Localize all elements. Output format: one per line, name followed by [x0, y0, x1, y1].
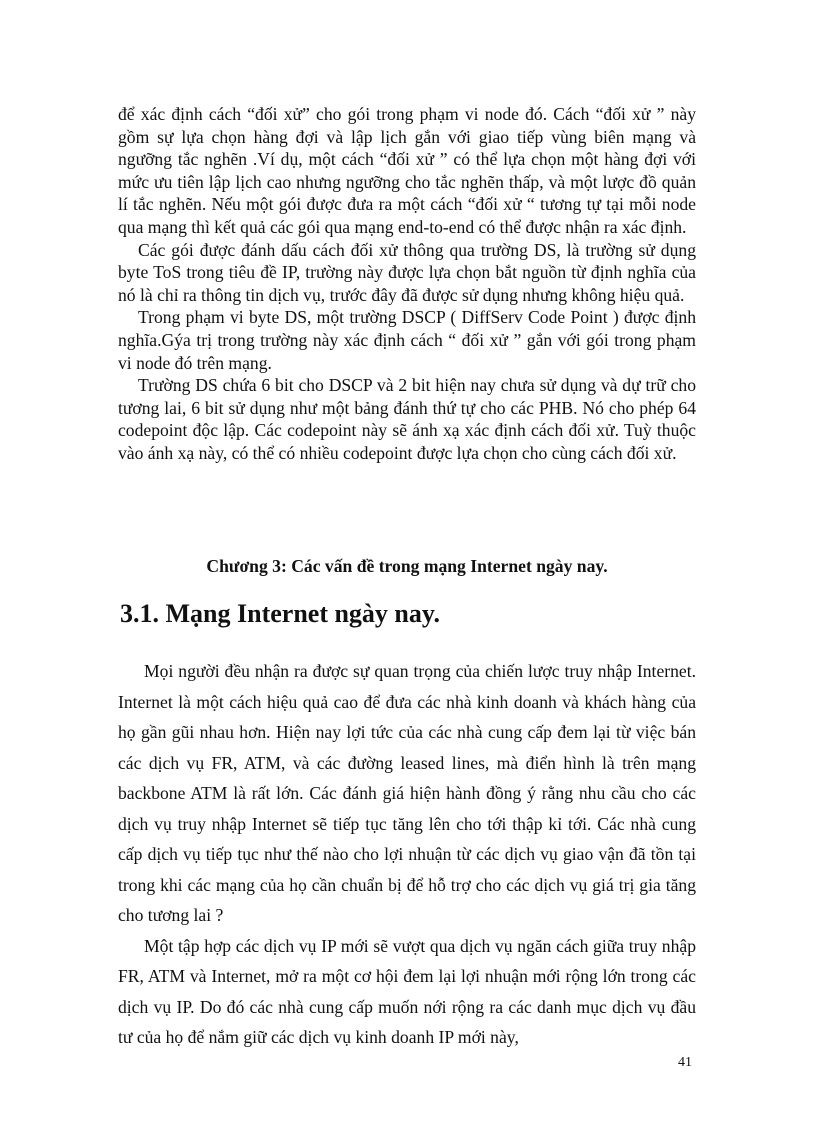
- paragraph: để xác định cách “đối xử” cho gói trong phạm vi node đó. Cách “đối xử ” này gồm sự lựa chọn hàng đợi và lập lịch gắn với giao tiếp vùng biên mạng và ngưỡng tắc nghẽn .Ví dụ, một cách “đối xử ” có thể lựa chọn một hàng đợi với mức ưu tiên lập lịch cao nhưng ngưỡng cho tắc nghẽn thấp, và một lược đồ quản lí tắc nghẽn. Nếu một gói được đưa ra một cách “đối xử “ tương tự tại mỗi node qua mạng thì kết quả các gói qua mạng end-to-end có thể được nhận ra xác định.: [118, 104, 696, 237]
- paragraph: Trường DS chứa 6 bit cho DSCP và 2 bit hiện nay chưa sử dụng và dự trữ cho tương lai, 6 bit sử dụng như một bảng đánh thứ tự cho các PHB. Nó cho phép 64 codepoint độc lập. Các codepoint này sẽ ánh xạ xác định cách đối xử. Tuỳ thuộc vào ánh xạ này, có thể có nhiều codepoint được lựa chọn cho cùng cách đối xử.: [118, 375, 696, 463]
- paragraph: Các gói được đánh dấu cách đối xử thông qua trường DS, là trường sử dụng byte ToS trong tiêu đề IP, trường này được lựa chọn bắt nguồn từ định nghĩa của nó là chỉ ra thông tin dịch vụ, trước đây đã được sử dụng nhưng không hiệu quả.: [118, 239, 696, 305]
- page-number: 41: [678, 1055, 692, 1070]
- body-text-top: [118, 103, 696, 465]
- paragraph: Trong phạm vi byte DS, một trường DSCP ( DiffServ Code Point ) được định nghĩa.Gýa trị trong trường này xác định cách “ đối xử ” gắn với gói trong phạm vi node đó trên mạng.: [118, 307, 696, 373]
- chapter-heading: Chương 3: Các vấn đề trong mạng Internet ngày nay.: [206, 556, 608, 576]
- section-heading: 3.1. Mạng Internet ngày nay.: [120, 599, 440, 628]
- paragraph: Một tập hợp các dịch vụ IP mới sẽ vượt qua dịch vụ ngăn cách giữa truy nhập FR, ATM và Internet, mở ra một cơ hội đem lại lợi nhuận mới rộng lớn trong các dịch vụ IP. Do đó các nhà cung cấp muốn nới rộng ra các danh mục dịch vụ đầu tư của họ để nắm giữ các dịch vụ kinh doanh IP mới này,: [118, 935, 696, 1047]
- paragraph: Mọi người đều nhận ra được sự quan trọng của chiến lược truy nhập Internet. Internet là một cách hiệu quả cao để đưa các nhà kinh doanh và khách hàng của họ gần gũi nhau hơn. Hiện nay lợi tức của các nhà cung cấp đem lại từ việc bán các dịch vụ FR, ATM, và các đường leased lines, mà điển hình là trên mạng backbone ATM là rất lớn. Các đánh giá hiện hành đồng ý rằng nhu cầu cho các dịch vụ truy nhập Internet sẽ tiếp tục tăng lên cho tới thập kỉ tới. Các nhà cung cấp dịch vụ tiếp tục như thế nào cho lợi nhuận từ các dịch vụ giao vận đã tồn tại trong khi các mạng của họ cần chuẩn bị để hỗ trợ cho các dịch vụ giá trị gia tăng cho tương lai ?: [118, 661, 696, 925]
- body-text-bottom: [118, 656, 696, 1053]
